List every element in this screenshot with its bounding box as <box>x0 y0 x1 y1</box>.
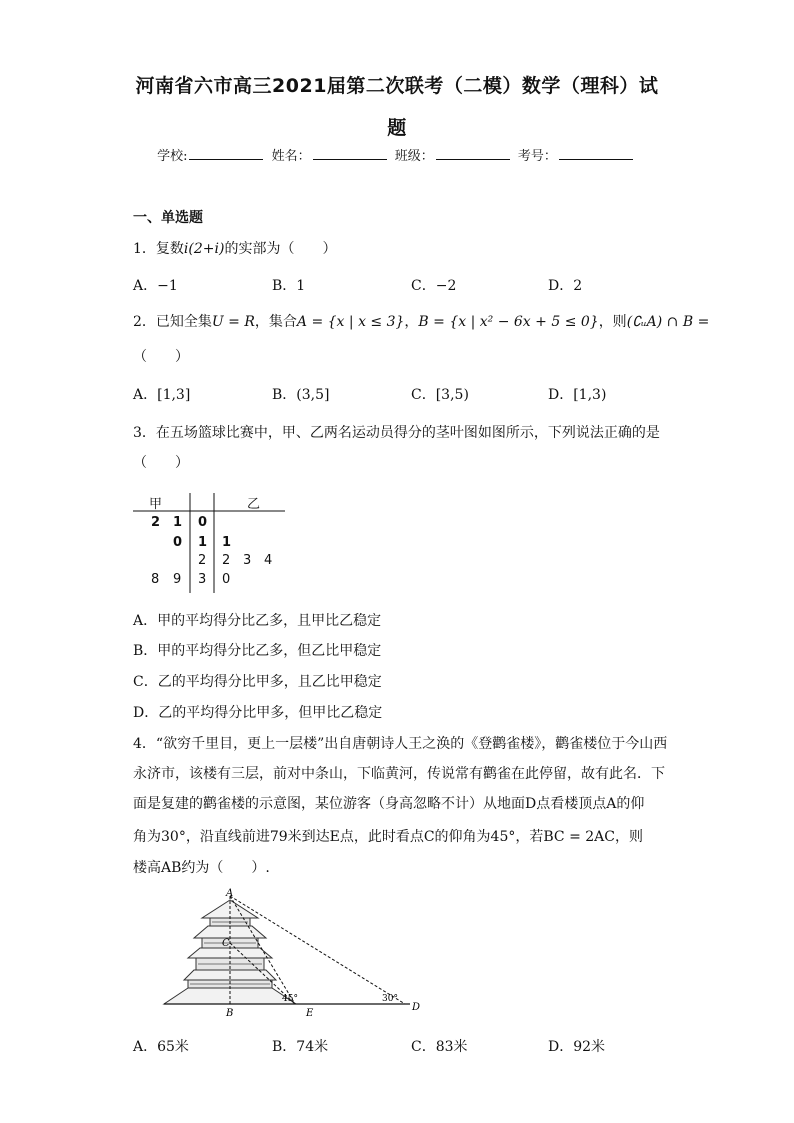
number-label: 考号： <box>517 149 557 164</box>
angle-45-label: 45° <box>282 994 298 1004</box>
q4-option-a[interactable]: A．65米 <box>133 1039 189 1055</box>
q4-line-4: 角为30°，沿直线前进79米到达E点，此时看点C的仰角为45°，若BC = 2AC，则 <box>133 829 643 845</box>
leaf-right: 1 <box>222 535 232 550</box>
q2-text-1: 2．已知全集 <box>133 314 212 330</box>
stem-value: 0 <box>198 515 208 530</box>
leaf-right: 2 <box>222 553 231 568</box>
leaf-right: 0 <box>222 572 231 587</box>
q1-option-a[interactable]: A．−1 <box>133 278 178 294</box>
q2-text-2: ，集合 <box>254 314 297 330</box>
angle-30-label: 30° <box>382 994 398 1004</box>
question-2 <box>133 311 709 331</box>
page-title-line-1: 河南省六市高三2021届第二次联考（二模）数学（理科）试 <box>135 75 659 97</box>
name-blank[interactable] <box>313 147 387 160</box>
tower-diagram <box>160 888 430 1020</box>
q1-prefix: 1．复数 <box>133 241 184 257</box>
label-e: E <box>306 1008 314 1019</box>
page-title-line-2: 题 <box>387 117 407 139</box>
q2-option-b[interactable]: B．(3,5] <box>272 387 330 403</box>
question-3: 3．在五场篮球比赛中，甲、乙两名运动员得分的茎叶图如图所示，下列说法正确的是 <box>133 425 660 441</box>
q2-option-a[interactable]: A．[1,3] <box>133 387 191 403</box>
label-a: A <box>226 888 234 899</box>
class-blank[interactable] <box>436 147 510 160</box>
header-jia: 甲 <box>149 497 163 512</box>
school-blank[interactable] <box>189 147 263 160</box>
q3-option-c[interactable]: C．乙的平均得分比甲多，且乙比甲稳定 <box>133 674 382 690</box>
q4-line-1: 4．“欲穷千里目，更上一层楼”出自唐朝诗人王之涣的《登鹳雀楼》，鹳雀楼位于今山西 <box>133 736 668 752</box>
class-label: 班级： <box>394 149 434 164</box>
leaf-left: 0 <box>173 535 183 550</box>
q2-universe: U = R <box>211 314 255 330</box>
q2-answer-paren: （ ） <box>133 349 189 365</box>
q2-expression: (∁ᵤA) ∩ B = <box>626 314 710 330</box>
student-info-row <box>0 145 794 164</box>
stem-value: 1 <box>198 535 208 550</box>
q2-set-a: A = {x | x ≤ 3} <box>296 314 405 330</box>
q1-option-d[interactable]: D．2 <box>548 278 583 294</box>
q4-line-3: 面是复建的鹳雀楼的示意图，某位游客（身高忽略不计）从地面D点看楼顶点A的仰 <box>133 796 645 812</box>
leaf-right: 4 <box>264 553 273 568</box>
leaf-left: 8 <box>151 572 160 587</box>
name-label: 姓名： <box>271 149 311 164</box>
label-d: D <box>412 1002 421 1013</box>
q1-option-c[interactable]: C．−2 <box>411 278 457 294</box>
q4-line-2: 永济市，该楼有三层，前对中条山，下临黄河，传说常有鹳雀在此停留，故有此名．下 <box>133 766 665 782</box>
q4-line-5: 楼高AB约为（ ）. <box>133 860 270 876</box>
leaf-left: 2 <box>151 515 161 530</box>
q2-text-4: ，则 <box>598 314 627 330</box>
question-1 <box>133 238 336 258</box>
q3-option-a[interactable]: A．甲的平均得分比乙多，且甲比乙稳定 <box>133 613 382 629</box>
leaf-left: 1 <box>173 515 183 530</box>
leaf-left: 9 <box>173 572 182 587</box>
number-blank[interactable] <box>559 147 633 160</box>
q4-option-d[interactable]: D．92米 <box>548 1039 606 1055</box>
label-c: C <box>222 938 230 949</box>
q4-option-c[interactable]: C．83米 <box>411 1039 468 1055</box>
q3-answer-paren: （ ） <box>133 455 189 471</box>
section-heading: 一、单选题 <box>133 210 203 226</box>
school-label: 学校: <box>157 149 188 164</box>
q2-set-b: B = {x | x² − 6x + 5 ≤ 0} <box>418 314 599 330</box>
q2-option-d[interactable]: D．[1,3) <box>548 387 607 403</box>
q1-option-b[interactable]: B．1 <box>272 278 306 294</box>
q2-text-3: ， <box>404 314 419 330</box>
leaf-right: 3 <box>243 553 252 568</box>
q3-option-b[interactable]: B．甲的平均得分比乙多，但乙比甲稳定 <box>133 643 382 659</box>
q4-option-b[interactable]: B．74米 <box>272 1039 329 1055</box>
stem-value: 3 <box>198 572 207 587</box>
label-b: B <box>226 1008 234 1019</box>
header-yi: 乙 <box>247 497 261 512</box>
q3-option-d[interactable]: D．乙的平均得分比甲多，但甲比乙稳定 <box>133 705 383 721</box>
q1-expression: i(2+i) <box>183 241 225 257</box>
q1-suffix: 的实部为（ ） <box>224 241 337 257</box>
stem-value: 2 <box>198 553 207 568</box>
q2-option-c[interactable]: C．[3,5) <box>411 387 469 403</box>
